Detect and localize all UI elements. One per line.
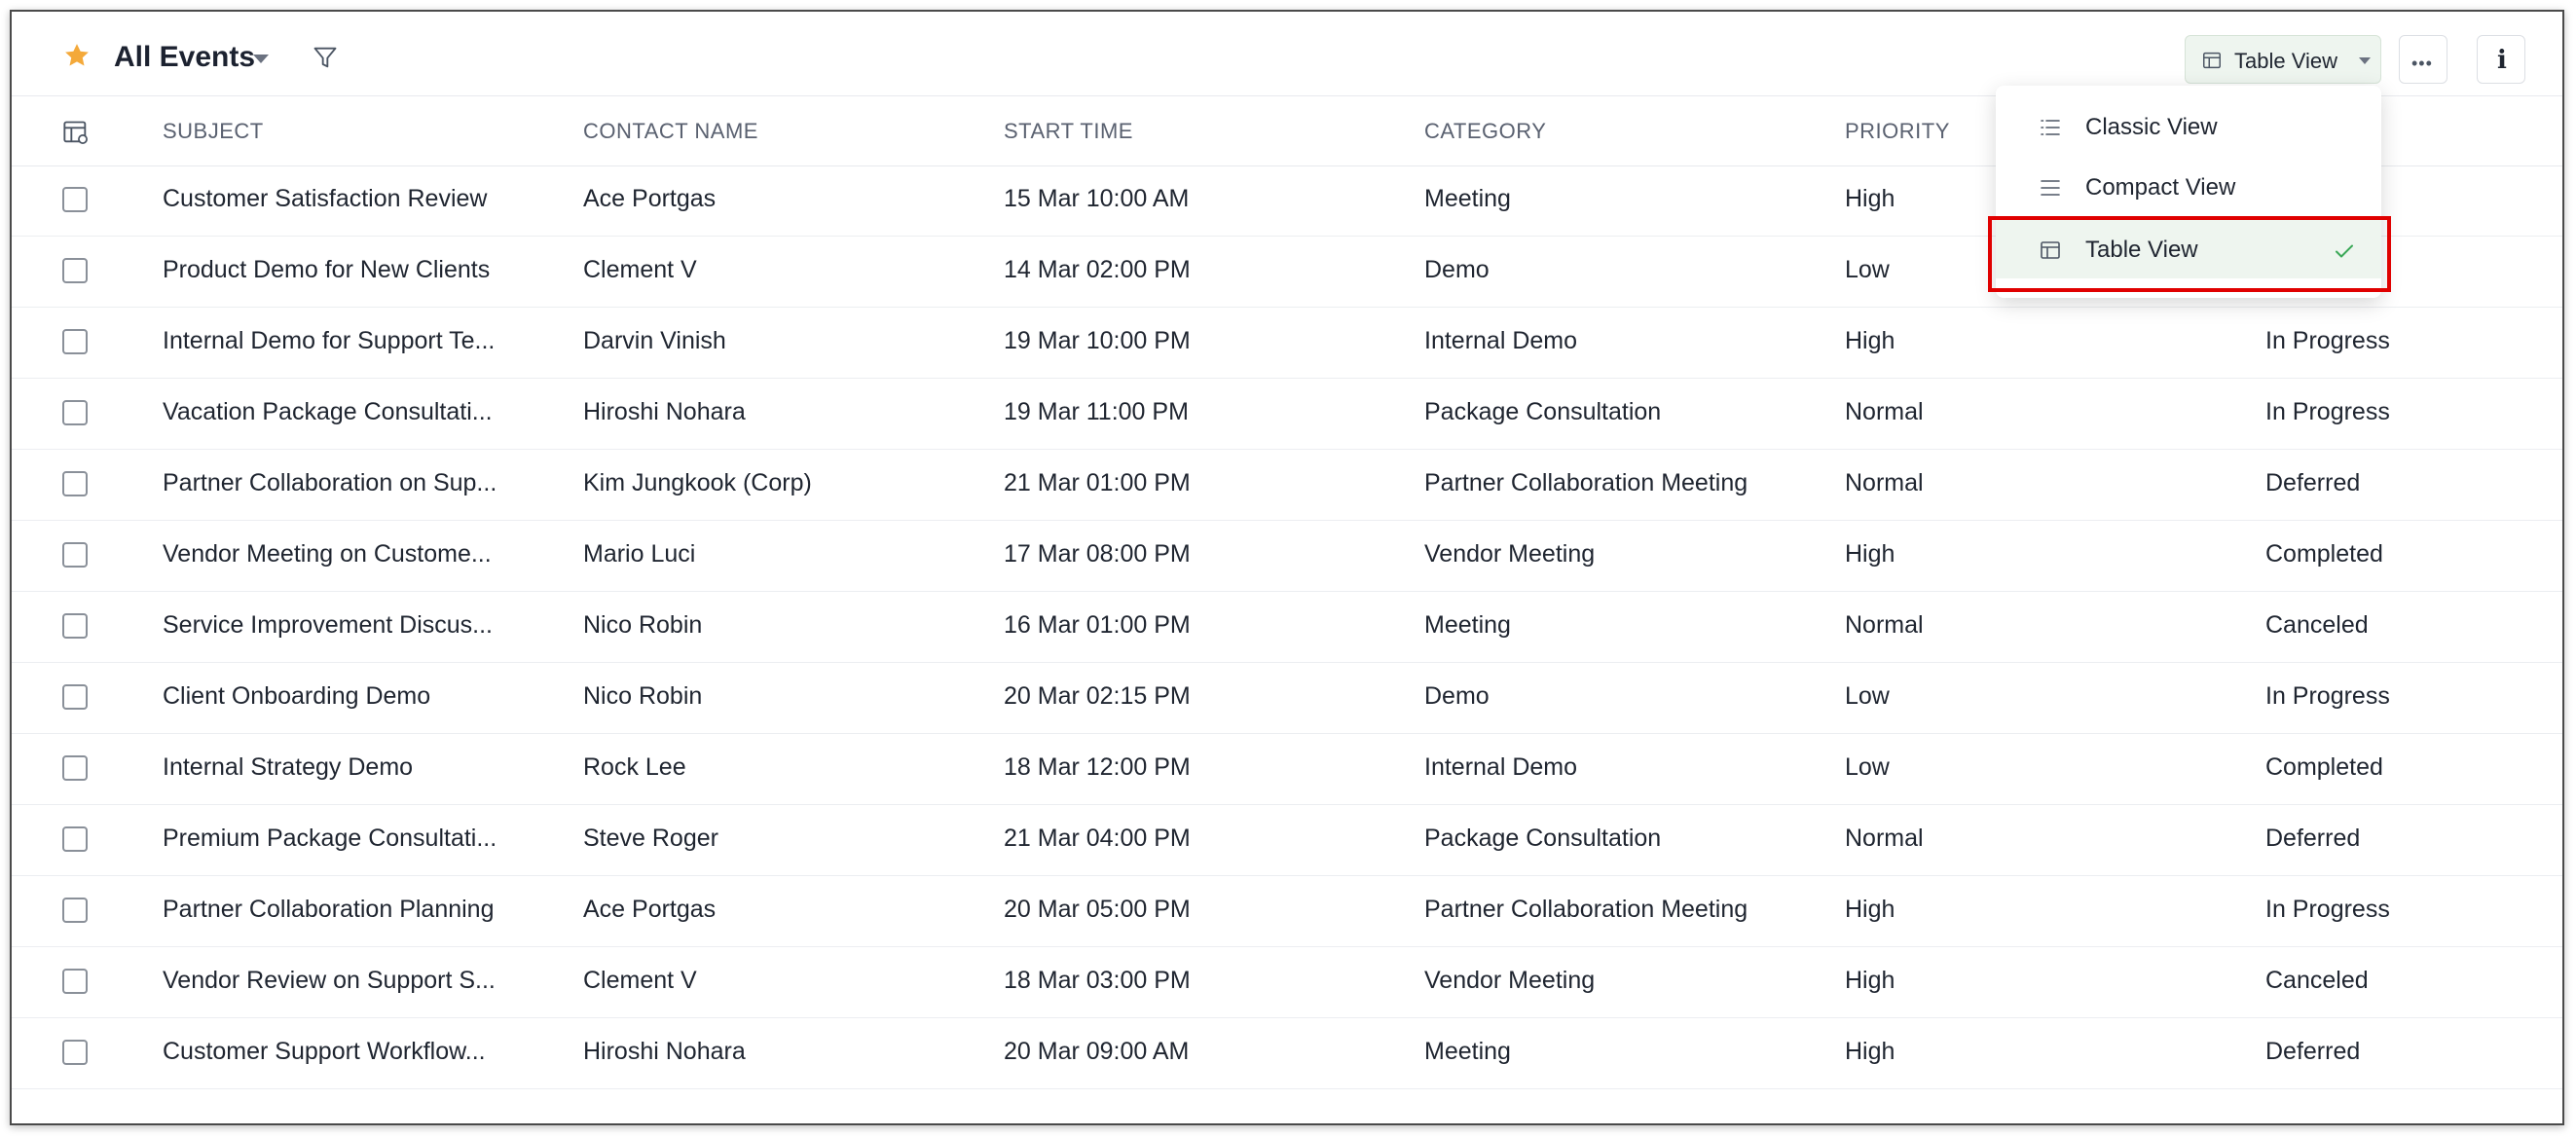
cell-subject[interactable]: Internal Strategy Demo [163, 753, 414, 781]
table-row[interactable] [12, 947, 2562, 1018]
table-row[interactable] [12, 592, 2562, 663]
cell-category: Package Consultation [1424, 825, 1662, 852]
cell-priority: High [1845, 327, 1895, 354]
list-icon [2039, 116, 2062, 139]
row-checkbox[interactable] [62, 400, 88, 425]
cell-priority: Normal [1845, 825, 1924, 852]
cell-status: In Progress [2265, 327, 2390, 354]
column-header-priority[interactable]: PRIORITY [1845, 119, 1950, 143]
row-checkbox[interactable] [62, 542, 88, 568]
cell-priority: Normal [1845, 398, 1924, 425]
more-options-button[interactable] [2399, 35, 2447, 84]
check-icon [2333, 239, 2356, 263]
cell-subject[interactable]: Product Demo for New Clients [163, 256, 491, 283]
table-row[interactable] [12, 379, 2562, 450]
cell-category: Vendor Meeting [1424, 540, 1596, 568]
table-row[interactable] [12, 876, 2562, 947]
cell-contact-name[interactable]: Hiroshi Nohara [583, 1038, 746, 1065]
row-checkbox[interactable] [62, 684, 88, 710]
view-title[interactable]: All Events [114, 41, 256, 73]
cell-contact-name[interactable]: Rock Lee [583, 753, 686, 781]
chevron-down-icon [2359, 57, 2371, 64]
view-dropdown-menu [1996, 86, 2381, 298]
view-switch-label: Table View [2234, 49, 2337, 73]
table-row[interactable] [12, 308, 2562, 379]
menu-item-classic-view[interactable] [1996, 97, 2381, 156]
cell-category: Partner Collaboration Meeting [1424, 469, 1748, 496]
cell-priority: High [1845, 1038, 1895, 1065]
cell-priority: Low [1845, 753, 1890, 781]
cell-contact-name[interactable]: Steve Roger [583, 825, 718, 852]
table-row[interactable] [12, 805, 2562, 876]
cell-category: Meeting [1424, 185, 1511, 212]
more-icon: ••• [2411, 54, 2433, 73]
cell-subject[interactable]: Vendor Review on Support S... [163, 967, 496, 994]
column-header-category[interactable]: CATEGORY [1424, 119, 1547, 143]
cell-start-time: 18 Mar 12:00 PM [1004, 753, 1191, 781]
row-checkbox[interactable] [62, 329, 88, 354]
table-body [12, 165, 2562, 1089]
cell-subject[interactable]: Partner Collaboration on Sup... [163, 469, 497, 496]
cell-subject[interactable]: Vacation Package Consultati... [163, 398, 493, 425]
cell-category: Internal Demo [1424, 327, 1578, 354]
cell-start-time: 16 Mar 01:00 PM [1004, 611, 1191, 639]
cell-category: Meeting [1424, 611, 1511, 639]
row-checkbox[interactable] [62, 755, 88, 781]
cell-subject[interactable]: Client Onboarding Demo [163, 682, 431, 710]
row-checkbox[interactable] [62, 826, 88, 852]
menu-item-compact-view[interactable] [1996, 158, 2381, 216]
cell-start-time: 21 Mar 04:00 PM [1004, 825, 1191, 852]
column-header-subject[interactable]: SUBJECT [163, 119, 264, 143]
row-checkbox[interactable] [62, 969, 88, 994]
row-checkbox[interactable] [62, 898, 88, 923]
menu-item-label: Table View [2085, 237, 2198, 263]
cell-status: Deferred [2265, 1038, 2361, 1065]
info-button[interactable] [2477, 35, 2525, 84]
table-row[interactable] [12, 734, 2562, 805]
table-row[interactable] [12, 450, 2562, 521]
cell-subject[interactable]: Service Improvement Discus... [163, 611, 493, 639]
cell-status: In Progress [2265, 896, 2390, 923]
menu-item-label: Compact View [2085, 174, 2236, 201]
cell-start-time: 19 Mar 11:00 PM [1004, 398, 1189, 425]
list-header [12, 12, 2562, 96]
cell-priority: High [1845, 896, 1895, 923]
cell-contact-name[interactable]: Kim Jungkook (Corp) [583, 469, 812, 496]
cell-start-time: 17 Mar 08:00 PM [1004, 540, 1191, 568]
table-row[interactable] [12, 663, 2562, 734]
cell-subject[interactable]: Internal Demo for Support Te... [163, 327, 496, 354]
cell-start-time: 21 Mar 01:00 PM [1004, 469, 1191, 496]
info-icon: i [2497, 46, 2507, 75]
column-header-start-time[interactable]: START TIME [1004, 119, 1133, 143]
cell-category: Demo [1424, 256, 1490, 283]
table-row[interactable] [12, 521, 2562, 592]
column-header-contact-name[interactable]: CONTACT NAME [583, 119, 758, 143]
cell-subject[interactable]: Vendor Meeting on Custome... [163, 540, 492, 568]
filter-icon[interactable] [312, 44, 339, 71]
row-checkbox[interactable] [62, 471, 88, 496]
cell-contact-name[interactable]: Darvin Vinish [583, 327, 726, 354]
cell-category: Partner Collaboration Meeting [1424, 896, 1748, 923]
cell-status: Completed [2265, 540, 2383, 568]
cell-priority: Low [1845, 682, 1890, 710]
cell-status: In Progress [2265, 398, 2390, 425]
cell-start-time: 20 Mar 02:15 PM [1004, 682, 1191, 710]
cell-contact-name[interactable]: Nico Robin [583, 682, 703, 710]
table-icon [2039, 238, 2062, 262]
row-checkbox[interactable] [62, 1040, 88, 1065]
table-icon [2201, 50, 2223, 71]
cell-priority: High [1845, 185, 1895, 212]
cell-start-time: 15 Mar 10:00 AM [1004, 185, 1190, 212]
cell-start-time: 20 Mar 05:00 PM [1004, 896, 1191, 923]
cell-status: Deferred [2265, 469, 2361, 496]
cell-contact-name[interactable]: Clement V [583, 967, 697, 994]
table-row[interactable] [12, 1018, 2562, 1089]
cell-contact-name[interactable]: Clement V [583, 256, 697, 283]
cell-start-time: 19 Mar 10:00 PM [1004, 327, 1191, 354]
cell-start-time: 18 Mar 03:00 PM [1004, 967, 1191, 994]
cell-category: Internal Demo [1424, 753, 1578, 781]
cell-subject[interactable]: Customer Support Workflow... [163, 1038, 486, 1065]
cell-status: In Progress [2265, 682, 2390, 710]
cell-start-time: 14 Mar 02:00 PM [1004, 256, 1191, 283]
cell-priority: Low [1845, 256, 1890, 283]
cell-status: Deferred [2265, 825, 2361, 852]
cell-priority: Normal [1845, 611, 1924, 639]
cell-category: Package Consultation [1424, 398, 1662, 425]
cell-subject[interactable]: Partner Collaboration Planning [163, 896, 495, 923]
cell-category: Demo [1424, 682, 1490, 710]
cell-priority: High [1845, 540, 1895, 568]
cell-status: Canceled [2265, 611, 2369, 639]
chevron-down-icon[interactable] [253, 55, 269, 63]
row-checkbox[interactable] [62, 613, 88, 639]
cell-status: Completed [2265, 753, 2383, 781]
cell-contact-name[interactable]: Ace Portgas [583, 896, 717, 923]
column-settings-icon[interactable] [62, 119, 90, 146]
app-window [10, 10, 2564, 1125]
compact-list-icon [2039, 176, 2062, 200]
menu-item-label: Classic View [2085, 114, 2218, 140]
cell-start-time: 20 Mar 09:00 AM [1004, 1038, 1190, 1065]
cell-status: Canceled [2265, 967, 2369, 994]
row-checkbox[interactable] [62, 258, 88, 283]
cell-contact-name[interactable]: Ace Portgas [583, 185, 717, 212]
cell-subject[interactable]: Premium Package Consultati... [163, 825, 497, 852]
cell-subject[interactable]: Customer Satisfaction Review [163, 185, 488, 212]
cell-contact-name[interactable]: Mario Luci [583, 540, 696, 568]
cell-contact-name[interactable]: Hiroshi Nohara [583, 398, 746, 425]
cell-priority: Normal [1845, 469, 1924, 496]
cell-category: Meeting [1424, 1038, 1511, 1065]
cell-category: Vendor Meeting [1424, 967, 1596, 994]
row-checkbox[interactable] [62, 187, 88, 212]
cell-priority: High [1845, 967, 1895, 994]
menu-item-table-view[interactable] [1996, 220, 2381, 278]
view-switch-button[interactable] [2185, 35, 2381, 84]
star-icon[interactable] [62, 41, 92, 70]
cell-contact-name[interactable]: Nico Robin [583, 611, 703, 639]
